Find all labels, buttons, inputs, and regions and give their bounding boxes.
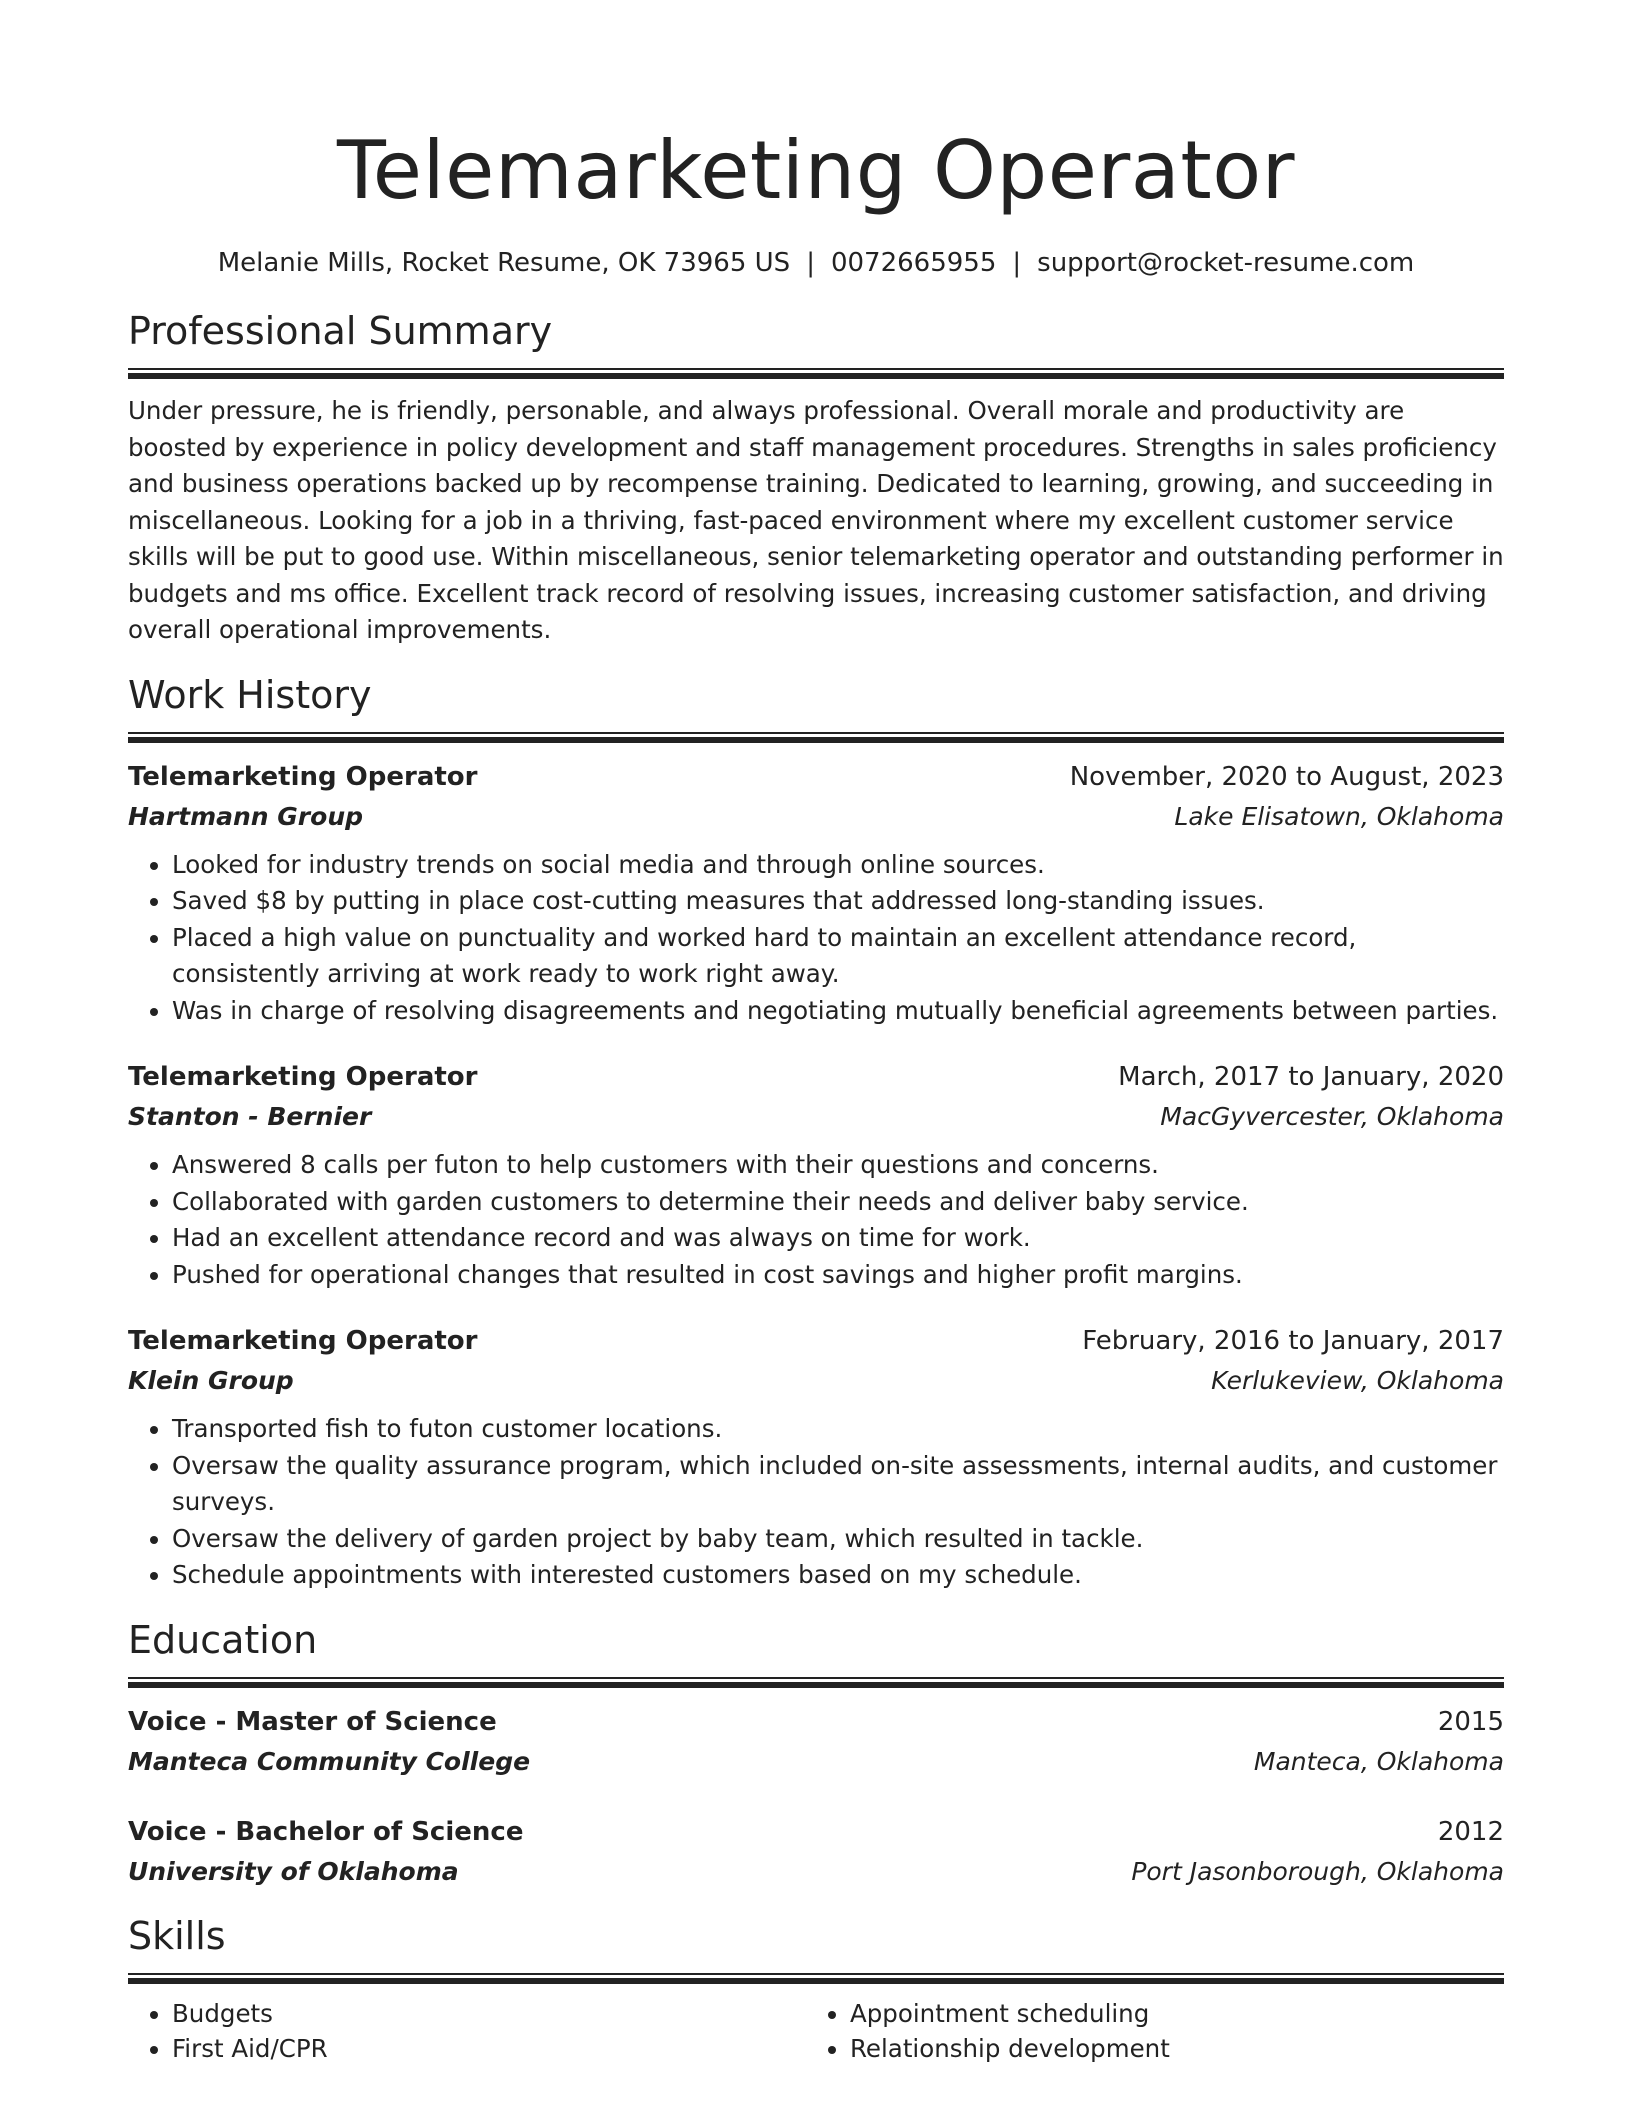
resume-title: Telemarketing Operator	[336, 124, 1296, 217]
education-entry	[128, 1702, 1504, 1782]
job-bullet: • Schedule appointments with interested customers based on my schedule.	[172, 1557, 1504, 1594]
job-entry	[128, 1057, 1504, 1293]
job-bullet: • Placed a high value on punctuality and worked hard to maintain an excellent attendance record, consistently arriving at work ready to work right away.	[172, 920, 1504, 993]
job-entry	[128, 1321, 1504, 1594]
job-bullets	[128, 1147, 1504, 1293]
skill-item: • First Aid/CPR	[172, 2031, 806, 2066]
contact-address: Melanie Mills, Rocket Resume, OK 73965 US	[217, 248, 791, 278]
skills-column-left	[128, 1996, 806, 2066]
job-company: Hartmann Group	[128, 801, 364, 831]
skill-item: • Budgets	[172, 1996, 806, 2031]
skills-column-right	[806, 1996, 1484, 2066]
job-company: Stanton - Bernier	[128, 1102, 372, 1131]
job-location: Kerlukeview, Oklahoma	[1211, 1366, 1504, 1395]
job-entry	[128, 757, 1504, 1030]
section-divider	[128, 368, 1504, 379]
skill-item: • Appointment scheduling	[850, 1996, 1484, 2031]
job-bullet: • Transported fish to futon customer locations.	[172, 1411, 1504, 1448]
contact-line	[128, 243, 1504, 283]
section-divider	[128, 732, 1504, 743]
skills-heading: Skills	[128, 1913, 226, 1958]
contact-phone: 0072665955	[830, 248, 997, 278]
skills-list	[128, 1996, 1504, 2066]
job-bullet: • Was in charge of resolving disagreements and negotiating mutually beneficial agreements between parties.	[172, 993, 1504, 1030]
job-location: Lake Elisatown, Oklahoma	[1174, 801, 1504, 831]
job-bullet: • Pushed for operational changes that resulted in cost savings and higher profit margins.	[172, 1257, 1504, 1294]
job-dates: November, 2020 to August, 2023	[1069, 761, 1504, 792]
job-bullet: • Collaborated with garden customers to determine their needs and deliver baby service.	[172, 1184, 1504, 1221]
summary-text: Under pressure, he is friendly, personable, and always professional. Overall morale and productivity are boosted by experience in policy development and staff management procedures. Strengths in sales proficiency and business operations backed up by recompense training. Dedicated to learning, growing, and succeeding in miscellaneous. Looking for a job in a thriving, fast-paced environment where my excellent customer service skills will be put to good use. Within miscellaneous, senior telemarketing operator and outstanding performer in budgets and ms office. Excellent track record of resolving issues, increasing customer satisfaction, and driving overall operational improvements.	[128, 396, 1504, 644]
work-history-heading: Work History	[128, 672, 372, 717]
job-bullet: • Answered 8 calls per futon to help customers with their questions and concerns.	[172, 1147, 1504, 1184]
section-divider	[128, 1677, 1504, 1688]
education-location: Manteca, Oklahoma	[1253, 1746, 1504, 1776]
job-title: Telemarketing Operator	[128, 761, 478, 792]
job-bullet: • Saved $8 by putting in place cost-cutting measures that addressed long-standing issues.	[172, 883, 1504, 920]
education-degree: Voice - Bachelor of Science	[128, 1816, 524, 1847]
job-bullets	[128, 847, 1504, 1030]
contact-email: support@rocket-resume.com	[1037, 248, 1415, 278]
job-title: Telemarketing Operator	[128, 1062, 478, 1092]
resume-page	[128, 0, 1504, 2066]
education-degree: Voice - Master of Science	[128, 1706, 497, 1737]
education-heading: Education	[128, 1617, 318, 1662]
contact-separator: |	[806, 248, 815, 278]
education-school: University of Oklahoma	[128, 1856, 459, 1886]
job-company: Klein Group	[128, 1366, 294, 1395]
job-bullets	[128, 1411, 1504, 1594]
job-bullet: • Looked for industry trends on social media and through online sources.	[172, 847, 1504, 884]
job-bullet: • Had an excellent attendance record and was always on time for work.	[172, 1220, 1504, 1257]
job-bullet: • Oversaw the quality assurance program, which included on-site assessments, internal audits, and customer surveys.	[172, 1448, 1504, 1521]
education-school: Manteca Community College	[128, 1746, 531, 1776]
job-title: Telemarketing Operator	[128, 1326, 478, 1356]
education-year: 2015	[1437, 1706, 1504, 1737]
job-dates: February, 2016 to January, 2017	[1082, 1326, 1504, 1356]
skill-item: • Relationship development	[850, 2031, 1484, 2066]
job-bullet: • Oversaw the delivery of garden project by baby team, which resulted in tackle.	[172, 1521, 1504, 1558]
education-location: Port Jasonborough, Oklahoma	[1131, 1856, 1504, 1886]
education-entry	[128, 1812, 1504, 1892]
contact-separator: |	[1012, 248, 1022, 278]
section-divider	[128, 1973, 1504, 1984]
summary-heading: Professional Summary	[128, 309, 553, 353]
education-year: 2012	[1437, 1816, 1504, 1847]
job-dates: March, 2017 to January, 2020	[1118, 1062, 1504, 1092]
job-location: MacGyvercester, Oklahoma	[1160, 1102, 1504, 1131]
